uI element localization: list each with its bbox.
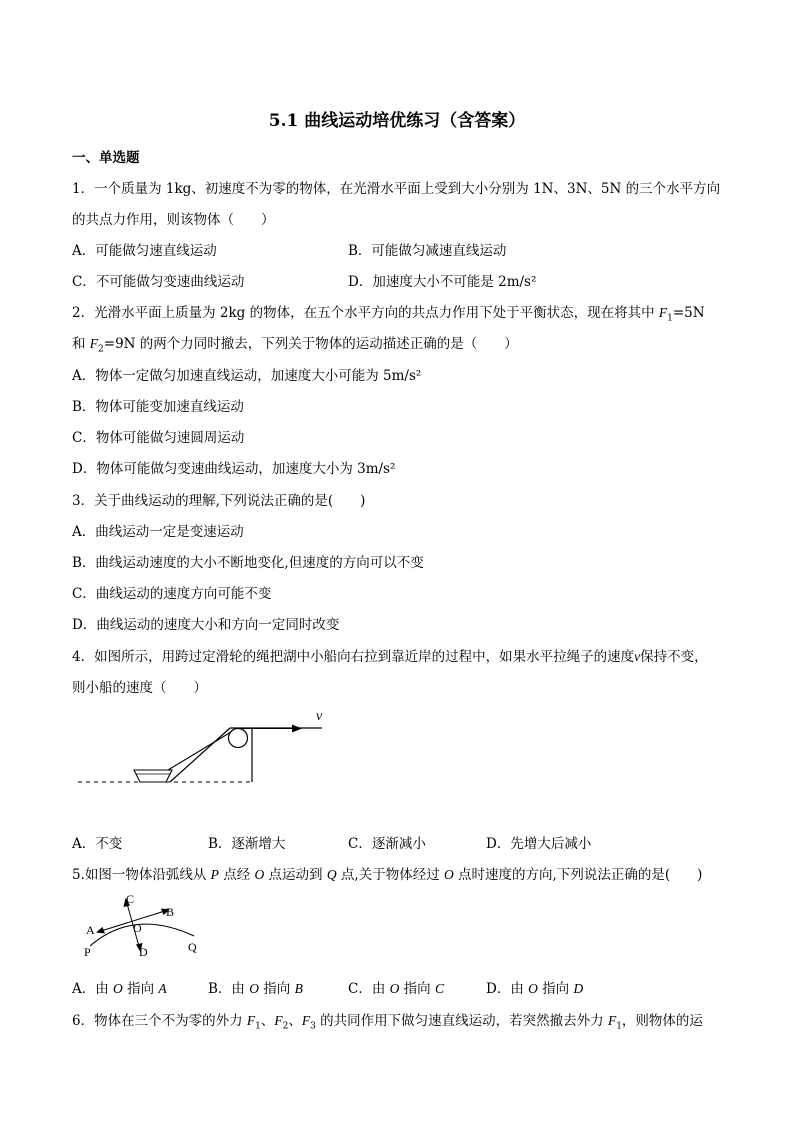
q2-option-c: C．物体可能做匀速圆周运动 [72, 430, 245, 446]
q3-stem: 3．关于曲线运动的理解,下列说法正确的是( ) [72, 493, 366, 509]
q5-option-a: A．由 O 指向 A [72, 981, 167, 997]
velocity-label: v [316, 709, 323, 724]
label-a: A [86, 923, 95, 937]
label-b: B [166, 905, 175, 919]
q2-option-a: A．物体一定做匀加速直线运动，加速度大小可能为 5m/s² [72, 368, 422, 384]
page-title: 5.1 曲线运动培优练习（含答案） [268, 111, 526, 131]
q3-option-a: A．曲线运动一定是变速运动 [72, 524, 244, 540]
rope [168, 732, 231, 770]
q2-stem-line2: 和 $F_2=9N$ 的两个力同时撤去，下列关于物体的运动描述正确的是（ ） [72, 336, 518, 355]
q1-option-c: C．不可能做匀变速曲线运动 [72, 274, 245, 290]
q1-stem-line2: 的共点力作用，则该物体（ ） [72, 212, 275, 228]
q4-option-c: C．逐渐减小 [348, 836, 426, 852]
q1-stem-line1: 1．一个质量为 1kg、初速度不为零的物体，在光滑水平面上受到大小分别为 1N、3N、5N 的三个水平方向 [72, 181, 721, 197]
q5-arc-figure [76, 888, 216, 963]
q2-option-b: B．物体可能变加速直线运动 [72, 399, 244, 415]
pulley-icon [229, 729, 248, 748]
q4-option-d: D．先增大后减小 [486, 836, 592, 852]
q2-stem-line1: 2．光滑水平面上质量为 2kg 的物体，在五个水平方向的共点力作用下处于平衡状态，现在将其中 $F_1=5N$ [72, 305, 705, 324]
q4-pulley-figure [70, 700, 350, 795]
q3-option-d: D．曲线运动的速度大小和方向一定同时改变 [72, 617, 340, 633]
q1-option-b: B．可能做匀减速直线运动 [348, 243, 507, 259]
label-p: P [84, 945, 91, 959]
q6-stem: 6．物体在三个不为零的外力 $F_1$、$F_2$、$F_3$ 的共同作用下做匀速直线运动，若突然撤去外力 $F_1$，则物体的运 [72, 1013, 703, 1032]
label-c: C [126, 892, 135, 906]
q5-option-b: B．由 O 指向 B [208, 981, 303, 997]
trajectory-arc [90, 924, 194, 946]
q4-stem-line1: 4．如图所示，用跨过定滑轮的绳把湖中小船向右拉到靠近岸的过程中，如果水平拉绳子的速度v保持不变， [72, 649, 708, 665]
q1-option-a: A．可能做匀速直线运动 [72, 243, 217, 259]
q3-option-c: C．曲线运动的速度方向可能不变 [72, 586, 272, 602]
q4-option-b: B．逐渐增大 [208, 836, 286, 852]
q1-option-d: D．加速度大小不可能是 2m/s² [348, 274, 537, 290]
q5-stem: 5.如图一物体沿弧线从 P 点经 O 点运动到 Q 点,关于物体经过 O 点时速度的方向,下列说法正确的是( ) [72, 867, 703, 883]
section-heading: 一、单选题 [72, 150, 140, 166]
q5-option-c: C．由 O 指向 C [348, 981, 444, 997]
q5-option-d: D．由 O 指向 D [486, 981, 584, 997]
q2-option-d: D．物体可能做匀变速曲线运动，加速度大小为 3m/s² [72, 461, 396, 477]
boat-icon [134, 770, 172, 782]
velocity-arrow-icon [292, 725, 302, 733]
q4-option-a: A．不变 [72, 836, 123, 852]
arrow-a-icon [96, 927, 105, 934]
bank-slope [170, 728, 230, 782]
q4-stem-line2: 则小船的速度（ ） [72, 680, 207, 696]
label-o: O [133, 921, 142, 935]
label-d: D [139, 945, 148, 959]
label-q: Q [188, 940, 197, 954]
q3-option-b: B．曲线运动速度的大小不断地变化,但速度的方向可以不变 [72, 555, 424, 571]
